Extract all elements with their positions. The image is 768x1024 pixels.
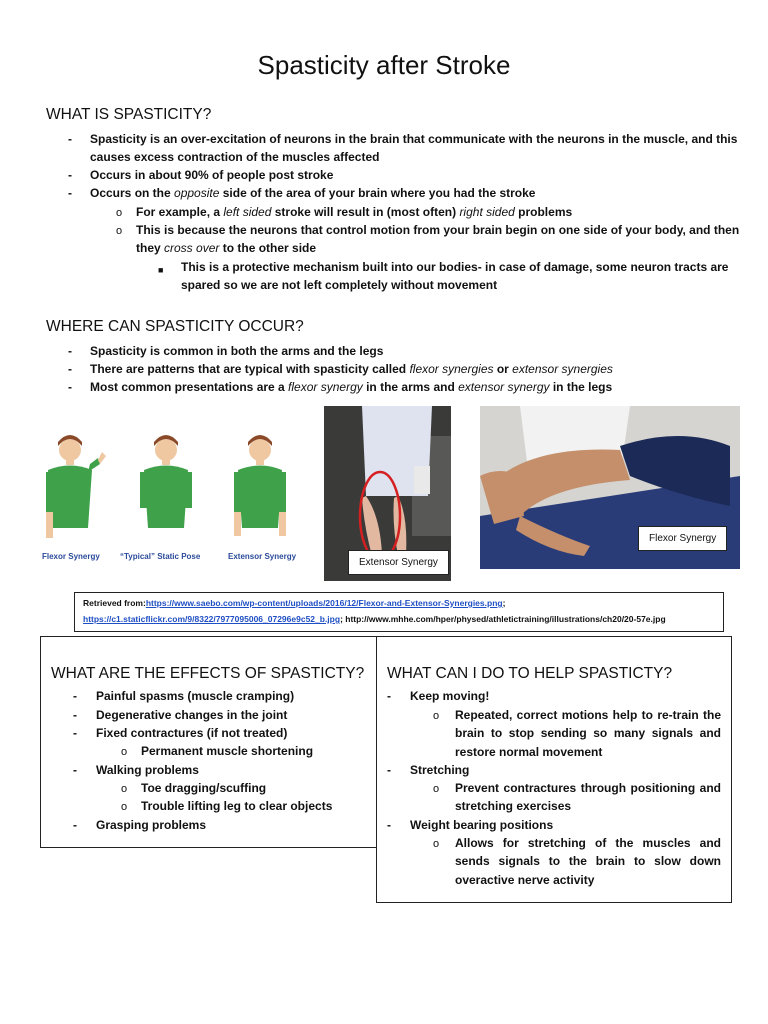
extensor-synergy-figure [234, 435, 286, 536]
credits-prefix: Retrieved from: [83, 598, 146, 608]
help-box: WHAT CAN I DO TO HELP SPASTICTY? - Keep moving! o Repeated, correct motions help to re-train the brain to stop sending so many signals and restore normal movement - Stretching o Prevent contractures through positioning and stretching exercises - Weight bearing positions o Allows for stretching of the muscles and sends signals to the brain to slow down overactive nerve activity [376, 636, 732, 903]
effects-box: WHAT ARE THE EFFECTS OF SPASTICTY? - Painful spasms (muscle cramping) - Degenerative changes in the joint - Fixed contractures (if not treated) o Permanent muscle shortening - Walking problems o Toe dragging/scuffing o Trouble lifting leg to clear objects - Grasping problems [40, 636, 378, 848]
section-heading-where: WHERE CAN SPASTICITY OCCUR? [46, 318, 304, 335]
bullet-arms-legs: Spasticity is common in both the arms and the legs [90, 344, 384, 358]
sub-bullet-crossover-line2: they cross over to the other side [136, 241, 317, 255]
help-heading: WHAT CAN I DO TO HELP SPASTICTY? [387, 665, 673, 682]
help-item-keep-moving: Keep moving! [410, 689, 490, 703]
sub-sub-bullet-protective-line1: This is a protective mechanism built into our bodies- in case of damage, some neuron tracts are [181, 260, 729, 274]
help-item-stretching: Stretching [410, 763, 470, 777]
caption-extensor-synergy: Extensor Synergy [348, 550, 449, 575]
effect-item: Walking problems [96, 763, 199, 777]
image-credits: Retrieved from:https://www.saebo.com/wp-content/uploads/2016/12/Flexor-and-Extensor-Synergies.png; https://c1.staticflickr.com/9/8322/7977095006_07296e9c52_b.jpg; http://www.mhhe.com/hper/physed/athletictraining/illustrations/ch20/20-57e.jpg [74, 592, 724, 632]
label-flexor-synergy: Flexor Synergy [42, 552, 100, 561]
credits-link-saebo[interactable]: https://www.saebo.com/wp-content/uploads/2016/12/Flexor-and-Extensor-Synergies.png [145, 598, 503, 608]
bullet-occurrence: Occurs in about 90% of people post stroke [90, 168, 334, 182]
effect-item: Degenerative changes in the joint [96, 708, 288, 722]
bullet-opposite-side: Occurs on the opposite side of the area of your brain where you had the stroke [90, 186, 536, 200]
bullet-patterns: There are patterns that are typical with spasticity called flexor synergies or extensor synergies [90, 362, 613, 376]
sub-sub-bullet-protective-line2: spared so we are not left completely without movement [181, 278, 498, 292]
bullet-definition-line1: Spasticity is an over-excitation of neurons in the brain that communicate with the neurons in the muscle, and this [90, 132, 738, 146]
section-heading-what-is: WHAT IS SPASTICITY? [46, 106, 212, 123]
effect-sub-item: Permanent muscle shortening [141, 744, 314, 758]
page-title: Spasticity after Stroke [257, 50, 511, 80]
synergy-illustration [36, 428, 304, 568]
credits-link-flickr[interactable]: https://c1.staticflickr.com/9/8322/7977095006_07296e9c52_b.jpg [83, 614, 341, 624]
effect-sub-item: Toe dragging/scuffing [141, 781, 267, 795]
effect-sub-item: Trouble lifting leg to clear objects [141, 799, 333, 813]
bullet-definition-line2: causes excess contraction of the muscles affected [90, 150, 380, 164]
help-sub-item-retrain: Repeated, correct motions help to re-train the brain to stop sending so many signals and restore normal movement [455, 708, 721, 759]
help-item-weight-bearing: Weight bearing positions [410, 818, 554, 832]
bullet-common-presentations: Most common presentations are a flexor synergy in the arms and extensor synergy in the legs [90, 380, 613, 394]
sub-bullet-crossover-line1: This is because the neurons that control motion from your brain begin on one side of your body, and then [136, 223, 740, 237]
static-pose-figure [140, 435, 192, 528]
label-typical-static-pose: “Typical” Static Pose [120, 552, 201, 561]
caption-flexor-synergy: Flexor Synergy [638, 526, 727, 551]
help-sub-item-contractures: Prevent contractures through positioning and stretching exercises [455, 781, 721, 814]
extensor-synergy-photo [324, 406, 451, 581]
effect-item: Fixed contractures (if not treated) [96, 726, 288, 740]
sub-bullet-example: For example, a left sided stroke will result in (most often) right sided problems [136, 205, 573, 219]
effect-item: Painful spasms (muscle cramping) [96, 689, 295, 703]
help-sub-item-weight-bearing: Allows for stretching of the muscles and sends signals to the brain to slow down overactive nerve activity [455, 836, 721, 887]
credits-link-mhhe: ; http://www.mhhe.com/hper/physed/athletictraining/illustrations/ch20/20-57e.jpg [340, 614, 666, 624]
effect-item: Grasping problems [96, 818, 207, 832]
flexor-synergy-photo [480, 406, 740, 569]
label-extensor-synergy: Extensor Synergy [228, 552, 297, 561]
effects-heading: WHAT ARE THE EFFECTS OF SPASTICTY? [51, 665, 365, 682]
flexor-synergy-figure [46, 435, 106, 538]
